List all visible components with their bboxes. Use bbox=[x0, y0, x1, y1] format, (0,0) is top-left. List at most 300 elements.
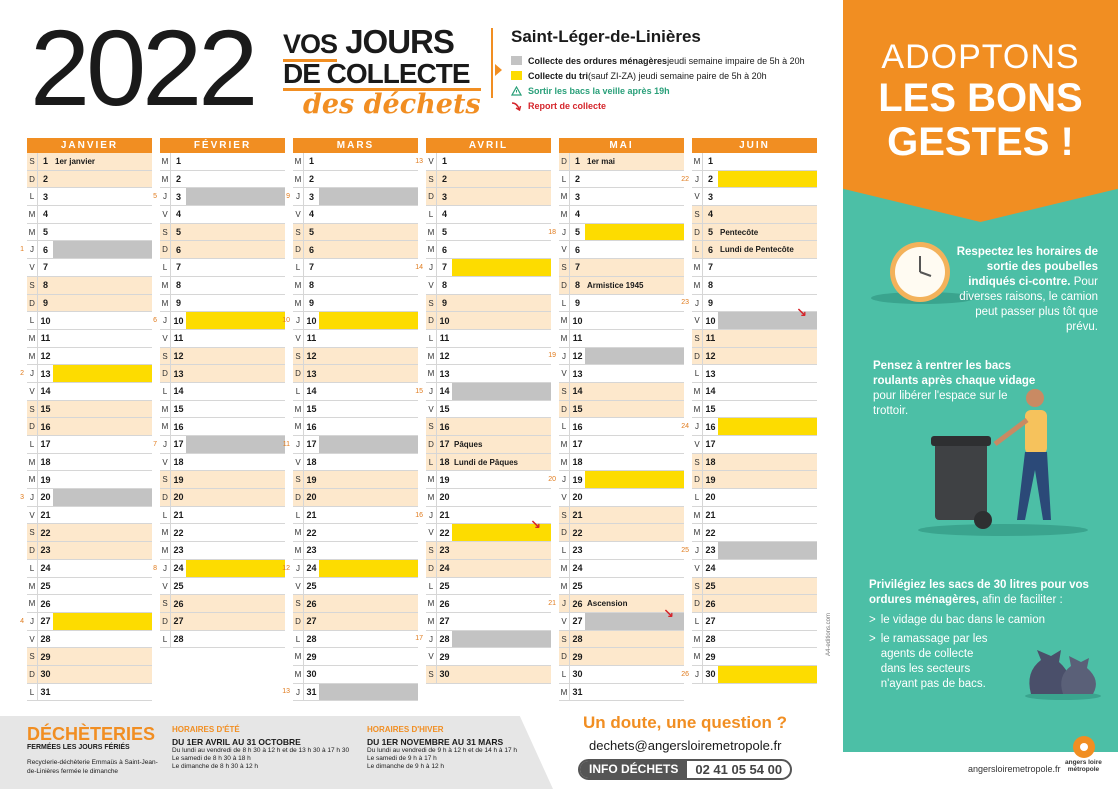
day-number: 26 bbox=[572, 598, 583, 609]
horaires-ete-line3: Le dimanche de 8 h 30 à 12 h bbox=[172, 763, 259, 770]
day-letter: M bbox=[160, 542, 171, 559]
horaires-hiver-line1: Du lundi au vendredi de 9 h à 12 h et de 14 h à 17 h bbox=[367, 747, 517, 754]
day-number: 1 bbox=[574, 156, 580, 167]
day-cell bbox=[452, 489, 551, 506]
day-number: 11 bbox=[173, 333, 184, 344]
chevron-right-icon: > bbox=[869, 633, 876, 645]
day-letter: M bbox=[160, 418, 171, 435]
day-row bbox=[293, 330, 418, 348]
info-dechets-phone[interactable]: 02 41 05 54 00 bbox=[695, 762, 783, 777]
day-cell bbox=[53, 171, 152, 188]
day-number: 9 bbox=[441, 297, 447, 308]
day-row bbox=[692, 489, 817, 507]
week-number: 17 bbox=[415, 635, 423, 643]
day-row bbox=[426, 401, 551, 419]
day-cell bbox=[319, 383, 418, 400]
day-letter: L bbox=[27, 560, 38, 577]
day-cell bbox=[718, 471, 817, 488]
day-cell bbox=[718, 454, 817, 471]
day-letter: L bbox=[692, 489, 703, 506]
day-letter: D bbox=[559, 277, 570, 294]
day-cell bbox=[718, 365, 817, 382]
collecte-om-bar bbox=[452, 631, 551, 648]
divider-arrow-icon bbox=[495, 64, 502, 76]
day-letter: J bbox=[27, 613, 38, 630]
day-cell bbox=[186, 365, 285, 382]
month-5 bbox=[681, 138, 817, 701]
day-number: 22 bbox=[439, 527, 450, 538]
day-cell bbox=[319, 365, 418, 382]
day-cell bbox=[585, 312, 684, 329]
day-number: 8 bbox=[441, 280, 447, 291]
day-cell bbox=[718, 613, 817, 630]
tip-bullet-1 bbox=[869, 613, 1099, 628]
day-letter: M bbox=[559, 454, 570, 471]
day-letter: D bbox=[293, 613, 304, 630]
day-cell bbox=[186, 259, 285, 276]
day-row bbox=[559, 330, 684, 348]
day-letter: S bbox=[160, 471, 171, 488]
tip-sacs bbox=[869, 578, 1099, 608]
angers-loire-metropole-logo-icon bbox=[1073, 736, 1095, 758]
day-row bbox=[559, 401, 684, 419]
title-line-2: DE COLLECTE bbox=[283, 60, 481, 91]
day-letter: S bbox=[559, 259, 570, 276]
day-row bbox=[293, 171, 418, 189]
day-cell bbox=[186, 454, 285, 471]
day-cell bbox=[452, 471, 551, 488]
week-number: 4 bbox=[20, 617, 24, 625]
day-letter: M bbox=[27, 595, 38, 612]
day-letter: V bbox=[692, 312, 703, 329]
day-cell bbox=[585, 418, 684, 435]
day-number: 2 bbox=[175, 174, 181, 185]
day-row bbox=[692, 454, 817, 472]
day-row bbox=[160, 401, 285, 419]
day-cell bbox=[186, 507, 285, 524]
day-letter: V bbox=[426, 277, 437, 294]
day-number: 20 bbox=[173, 492, 184, 503]
week-number: 22 bbox=[681, 175, 689, 183]
day-row bbox=[27, 524, 152, 542]
horaires-hiver-line3: Le dimanche de 9 h à 12 h bbox=[367, 763, 444, 770]
day-row bbox=[559, 560, 684, 578]
legend-report bbox=[511, 98, 805, 113]
day-letter: L bbox=[692, 241, 703, 258]
day-row bbox=[293, 153, 418, 171]
day-cell bbox=[585, 153, 684, 170]
day-cell bbox=[718, 224, 817, 241]
day-row bbox=[426, 312, 551, 330]
day-cell bbox=[718, 507, 817, 524]
day-row bbox=[559, 524, 684, 542]
day-letter: D bbox=[27, 171, 38, 188]
day-row bbox=[20, 613, 152, 631]
day-row bbox=[692, 578, 817, 596]
day-number: 27 bbox=[572, 616, 583, 627]
day-number: 27 bbox=[705, 616, 716, 627]
day-cell bbox=[53, 595, 152, 612]
day-letter: M bbox=[27, 454, 38, 471]
day-letter: S bbox=[426, 171, 437, 188]
day-letter: S bbox=[426, 666, 437, 683]
collecte-tri-bar bbox=[186, 312, 285, 329]
day-number: 9 bbox=[574, 297, 580, 308]
day-row bbox=[160, 365, 285, 383]
day-cell bbox=[585, 578, 684, 595]
day-row bbox=[559, 454, 684, 472]
day-letter: S bbox=[160, 348, 171, 365]
day-letter: J bbox=[426, 631, 437, 648]
day-number: 2 bbox=[574, 174, 580, 185]
day-letter: V bbox=[27, 507, 38, 524]
day-letter: M bbox=[426, 595, 437, 612]
day-number: 29 bbox=[572, 651, 583, 662]
day-cell bbox=[319, 330, 418, 347]
day-letter: J bbox=[692, 542, 703, 559]
holiday-label: 1er janvier bbox=[55, 156, 96, 166]
day-cell bbox=[53, 454, 152, 471]
day-letter: S bbox=[293, 224, 304, 241]
holiday-label: Lundi de Pâques bbox=[454, 457, 519, 467]
day-letter: M bbox=[692, 153, 703, 170]
day-row bbox=[426, 277, 551, 295]
week-number: 10 bbox=[282, 317, 290, 325]
day-row bbox=[27, 595, 152, 613]
day-cell bbox=[585, 383, 684, 400]
day-row bbox=[160, 542, 285, 560]
day-number: 28 bbox=[439, 633, 450, 644]
day-row bbox=[293, 631, 418, 649]
collecte-om-bar bbox=[53, 489, 152, 506]
day-number: 2 bbox=[707, 174, 713, 185]
day-cell bbox=[319, 631, 418, 648]
day-number: 22 bbox=[705, 527, 716, 538]
day-cell bbox=[452, 348, 551, 365]
day-cell bbox=[718, 153, 817, 170]
day-number: 17 bbox=[572, 439, 583, 450]
day-letter: S bbox=[293, 471, 304, 488]
holiday-label: Pâques bbox=[454, 439, 483, 449]
day-letter: J bbox=[559, 595, 570, 612]
day-row bbox=[160, 595, 285, 613]
day-letter: D bbox=[27, 542, 38, 559]
tip-bullet-2-text: le ramassage par les agents de collecte dans les secteurs n'ayant pas de bacs. bbox=[880, 633, 988, 690]
day-cell bbox=[718, 524, 817, 541]
day-number: 19 bbox=[572, 474, 583, 485]
day-number: 15 bbox=[705, 403, 716, 414]
day-cell bbox=[452, 401, 551, 418]
collecte-tri-bar bbox=[585, 224, 684, 241]
day-cell bbox=[452, 666, 551, 683]
day-letter: S bbox=[426, 295, 437, 312]
metropole-url-link[interactable]: angersloiremetropole.fr bbox=[968, 764, 1061, 774]
day-letter: D bbox=[559, 153, 570, 170]
day-letter: M bbox=[692, 507, 703, 524]
day-row bbox=[27, 418, 152, 436]
day-row bbox=[426, 418, 551, 436]
day-number: 5 bbox=[441, 227, 447, 238]
day-number: 11 bbox=[705, 333, 716, 344]
day-letter: L bbox=[426, 454, 437, 471]
day-number: 15 bbox=[173, 403, 184, 414]
day-row bbox=[681, 171, 817, 189]
day-cell bbox=[585, 401, 684, 418]
day-row bbox=[160, 507, 285, 525]
day-row bbox=[293, 206, 418, 224]
day-number: 1 bbox=[441, 156, 447, 167]
day-letter: L bbox=[160, 383, 171, 400]
day-number: 1 bbox=[175, 156, 181, 167]
day-letter: L bbox=[27, 312, 38, 329]
collecte-om-bar bbox=[585, 348, 684, 365]
day-row bbox=[286, 188, 418, 206]
day-cell bbox=[319, 542, 418, 559]
day-letter: V bbox=[426, 401, 437, 418]
print-credit: A4-editions.com bbox=[826, 612, 832, 656]
question-title: Un doute, une question ? bbox=[583, 713, 787, 732]
horaires-hiver-title: HORAIRES D'HIVER bbox=[367, 725, 444, 734]
day-row bbox=[160, 171, 285, 189]
day-letter: J bbox=[293, 436, 304, 453]
week-number: 3 bbox=[20, 493, 24, 501]
panel-title-2b: GESTES ! bbox=[887, 120, 1074, 164]
day-cell bbox=[718, 560, 817, 577]
day-letter: J bbox=[160, 560, 171, 577]
day-cell bbox=[718, 206, 817, 223]
day-letter: L bbox=[559, 295, 570, 312]
day-cell bbox=[585, 648, 684, 665]
day-row bbox=[27, 578, 152, 596]
day-row bbox=[293, 224, 418, 242]
day-letter: S bbox=[27, 524, 38, 541]
week-number: 26 bbox=[681, 670, 689, 678]
day-number: 24 bbox=[40, 563, 51, 574]
day-row bbox=[426, 613, 551, 631]
day-letter: V bbox=[27, 383, 38, 400]
day-letter: M bbox=[27, 206, 38, 223]
day-cell bbox=[319, 471, 418, 488]
day-cell bbox=[53, 295, 152, 312]
week-number: 15 bbox=[415, 387, 423, 395]
horaires-ete-title: HORAIRES D'ÉTÉ bbox=[172, 725, 240, 734]
collecte-tri-bar bbox=[718, 418, 817, 435]
day-cell bbox=[53, 436, 152, 453]
day-letter: M bbox=[160, 295, 171, 312]
day-letter: L bbox=[293, 507, 304, 524]
legend-om-label: Collecte des ordures ménagères bbox=[528, 55, 668, 66]
day-letter: D bbox=[160, 613, 171, 630]
day-letter: M bbox=[692, 631, 703, 648]
day-cell bbox=[718, 259, 817, 276]
month-2 bbox=[282, 138, 418, 701]
day-row bbox=[426, 560, 551, 578]
collecte-om-bar bbox=[319, 684, 418, 701]
tip-sacs-bold: Privilégiez les sacs de 30 litres pour vos ordures ménagères, bbox=[869, 579, 1089, 606]
day-row bbox=[27, 436, 152, 454]
panel-title-2 bbox=[843, 76, 1118, 164]
info-dechets-box[interactable] bbox=[578, 759, 792, 780]
day-letter: S bbox=[27, 648, 38, 665]
contact-email-link[interactable]: dechets@angersloiremetropole.fr bbox=[589, 738, 782, 753]
day-cell bbox=[585, 206, 684, 223]
day-cell bbox=[585, 295, 684, 312]
day-cell bbox=[319, 401, 418, 418]
day-letter: L bbox=[559, 666, 570, 683]
day-letter: V bbox=[27, 631, 38, 648]
day-letter: L bbox=[27, 436, 38, 453]
day-number: 4 bbox=[308, 209, 314, 220]
day-row bbox=[692, 365, 817, 383]
day-number: 3 bbox=[175, 191, 181, 202]
day-row bbox=[559, 383, 684, 401]
day-row bbox=[559, 666, 684, 684]
day-number: 13 bbox=[572, 368, 583, 379]
day-row bbox=[415, 153, 551, 171]
day-number: 17 bbox=[40, 439, 51, 450]
day-row bbox=[559, 365, 684, 383]
day-cell bbox=[718, 489, 817, 506]
day-row bbox=[27, 224, 152, 242]
tip-bullet-2 bbox=[869, 632, 999, 692]
day-cell bbox=[319, 454, 418, 471]
day-number: 14 bbox=[40, 386, 51, 397]
day-row bbox=[559, 241, 684, 259]
week-number: 20 bbox=[548, 476, 556, 484]
day-cell bbox=[53, 631, 152, 648]
day-letter: S bbox=[692, 578, 703, 595]
day-cell bbox=[53, 684, 152, 701]
day-number: 31 bbox=[306, 686, 317, 697]
day-letter: S bbox=[27, 153, 38, 170]
day-row bbox=[282, 436, 418, 454]
month-days bbox=[20, 153, 152, 701]
day-letter: J bbox=[692, 418, 703, 435]
day-row bbox=[426, 542, 551, 560]
month-days bbox=[681, 153, 817, 684]
day-letter: D bbox=[559, 524, 570, 541]
day-cell bbox=[452, 560, 551, 577]
day-letter: J bbox=[293, 188, 304, 205]
day-letter: L bbox=[160, 259, 171, 276]
day-letter: M bbox=[27, 471, 38, 488]
day-row bbox=[692, 613, 817, 631]
day-cell bbox=[585, 560, 684, 577]
day-letter: M bbox=[692, 277, 703, 294]
day-row bbox=[559, 684, 684, 702]
day-letter: M bbox=[27, 224, 38, 241]
day-cell bbox=[186, 418, 285, 435]
day-letter: L bbox=[160, 507, 171, 524]
day-number: 12 bbox=[439, 350, 450, 361]
commune-name: Saint-Léger-de-Linières bbox=[511, 27, 701, 46]
day-cell bbox=[53, 348, 152, 365]
day-number: 16 bbox=[439, 421, 450, 432]
day-cell bbox=[718, 330, 817, 347]
day-row bbox=[160, 224, 285, 242]
day-row bbox=[20, 489, 152, 507]
day-row bbox=[27, 684, 152, 702]
day-number: 12 bbox=[306, 350, 317, 361]
day-cell bbox=[718, 348, 817, 365]
day-number: 23 bbox=[173, 545, 184, 556]
day-letter: M bbox=[293, 666, 304, 683]
day-number: 27 bbox=[173, 616, 184, 627]
day-cell bbox=[319, 418, 418, 435]
day-number: 5 bbox=[308, 227, 314, 238]
day-row bbox=[160, 153, 285, 171]
day-row bbox=[559, 295, 684, 313]
day-number: 16 bbox=[173, 421, 184, 432]
day-number: 2 bbox=[441, 174, 447, 185]
day-letter: D bbox=[160, 489, 171, 506]
week-number: 11 bbox=[282, 440, 290, 448]
day-row bbox=[426, 188, 551, 206]
day-cell bbox=[319, 666, 418, 683]
day-number: 22 bbox=[572, 527, 583, 538]
day-row bbox=[293, 489, 418, 507]
day-cell bbox=[319, 259, 418, 276]
day-number: 25 bbox=[40, 580, 51, 591]
day-number: 24 bbox=[173, 563, 184, 574]
day-letter: J bbox=[160, 312, 171, 329]
month-header: JANVIER bbox=[27, 138, 152, 153]
collecte-om-bar bbox=[718, 542, 817, 559]
tips-panel bbox=[843, 0, 1118, 789]
day-number: 2 bbox=[42, 174, 48, 185]
day-cell bbox=[53, 578, 152, 595]
month-days bbox=[153, 153, 285, 648]
day-number: 10 bbox=[173, 315, 184, 326]
day-letter: S bbox=[692, 206, 703, 223]
day-letter: S bbox=[559, 507, 570, 524]
day-cell bbox=[718, 578, 817, 595]
holiday-label: Ascension bbox=[587, 599, 628, 609]
day-letter: M bbox=[160, 153, 171, 170]
day-row bbox=[160, 578, 285, 596]
day-row bbox=[153, 560, 285, 578]
day-cell bbox=[186, 578, 285, 595]
day-letter: J bbox=[692, 295, 703, 312]
day-letter: V bbox=[559, 489, 570, 506]
day-row bbox=[160, 259, 285, 277]
day-letter: M bbox=[559, 684, 570, 701]
day-row bbox=[293, 471, 418, 489]
day-number: 13 bbox=[40, 368, 51, 379]
day-cell bbox=[186, 206, 285, 223]
day-letter: D bbox=[559, 401, 570, 418]
holiday-label: Armistice 1945 bbox=[587, 280, 644, 290]
day-letter: J bbox=[426, 507, 437, 524]
day-row bbox=[20, 241, 152, 259]
day-letter: V bbox=[160, 454, 171, 471]
day-cell bbox=[53, 560, 152, 577]
day-cell bbox=[53, 206, 152, 223]
day-row bbox=[27, 383, 152, 401]
day-row bbox=[692, 560, 817, 578]
day-cell bbox=[452, 613, 551, 630]
day-row bbox=[692, 153, 817, 171]
day-row bbox=[27, 542, 152, 560]
day-number: 5 bbox=[707, 227, 713, 238]
holiday-label: 1er mai bbox=[587, 156, 616, 166]
day-letter: L bbox=[692, 365, 703, 382]
title-line-1 bbox=[283, 23, 481, 60]
day-cell bbox=[718, 401, 817, 418]
panel-title-2a: LES BONS bbox=[878, 76, 1083, 120]
day-row bbox=[27, 401, 152, 419]
day-row bbox=[559, 277, 684, 295]
